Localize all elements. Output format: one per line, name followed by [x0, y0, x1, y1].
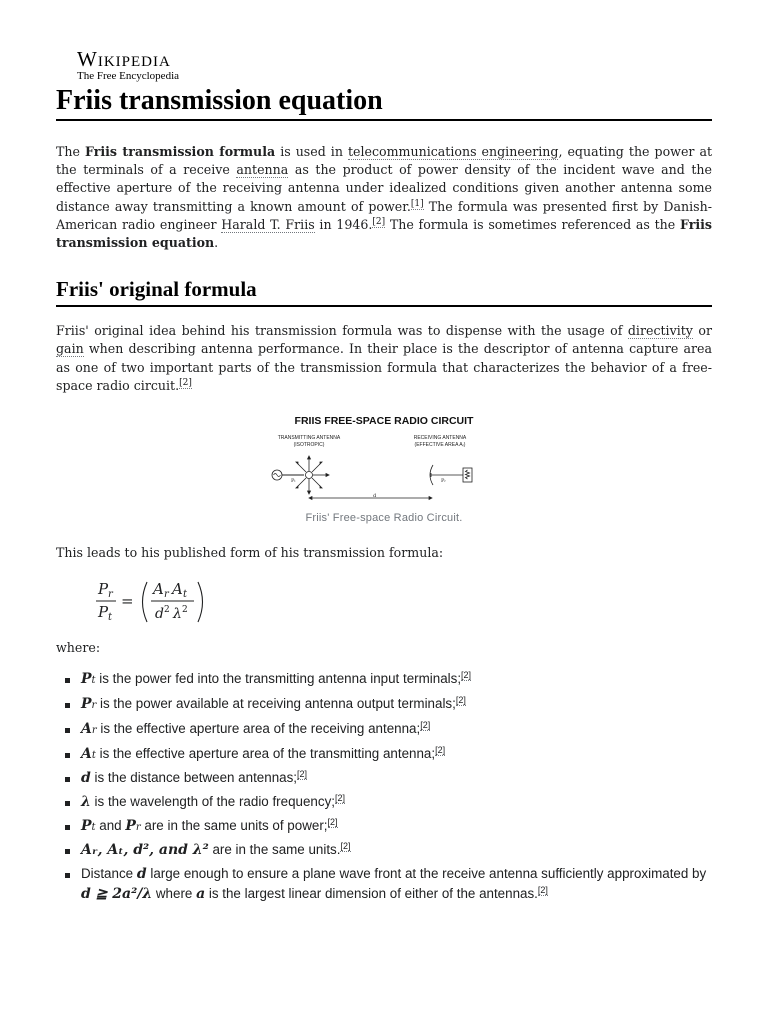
list-item-text: is the largest linear dimension of either of the antennas. [205, 886, 538, 902]
math-symbol: P [81, 671, 92, 688]
list-item-text: and [95, 817, 126, 833]
list-item-text: are in the same units of power; [140, 817, 328, 833]
formula-a: A [172, 580, 183, 599]
section-text: or [692, 323, 712, 339]
intro-bold-term: Friis transmission formula [84, 144, 276, 159]
formula-lead-text: This leads to his published form of his transmission formula: [56, 545, 444, 561]
list-item-text: is the power fed into the transmitting antenna input terminals; [95, 671, 462, 687]
list-item [56, 864, 712, 905]
link-antenna[interactable]: antenna [236, 162, 289, 178]
intro-text: , equating the power at the terminals of a receive [56, 144, 713, 178]
list-item-text: is the effective aperture area of the transmitting antenna; [95, 745, 436, 761]
link-gain[interactable]: gain [56, 341, 84, 357]
rx-antenna-label: RECEIVING ANTENNA [413, 435, 467, 442]
intro-text: is used in [275, 144, 348, 159]
friis-formula-graphic [94, 576, 224, 630]
math-subscript: t [91, 821, 96, 833]
formula-sub: t [183, 589, 188, 601]
wikipedia-logo[interactable] [77, 48, 712, 82]
citation-2[interactable]: [2] [455, 695, 466, 706]
list-item [56, 816, 712, 837]
math-symbol: A [81, 720, 92, 737]
distance-label: d [373, 493, 377, 500]
formula-sub: t [108, 612, 113, 624]
page-title: Friis transmission equation [56, 84, 712, 121]
link-harald-t-friis[interactable]: Harald T. Friis [221, 216, 315, 232]
distance-arrow [309, 497, 432, 500]
intro-text: The formula was presented first by Danish-American radio engineer [56, 198, 712, 232]
formula-equals: = [121, 592, 134, 611]
math-subscript: t [91, 749, 96, 761]
list-item-text: Distance [81, 866, 137, 882]
list-item [56, 840, 712, 860]
math-symbol: P [81, 817, 92, 834]
diagram-title: FRIIS FREE-SPACE RADIO CIRCUIT [294, 415, 474, 428]
list-item [56, 792, 712, 812]
article-page [56, 48, 712, 908]
citation-2[interactable]: [2] [179, 377, 192, 388]
rx-antenna-sublabel: (EFFECTIVE AREA Aᵣ) [414, 442, 466, 449]
formula-sub: r [108, 589, 113, 601]
math-symbol: P [81, 696, 92, 713]
citation-1[interactable]: [1] [410, 198, 424, 209]
where-label: where: [56, 640, 101, 656]
radio-circuit-diagram[interactable] [269, 415, 499, 505]
list-item-text: are in the same units. [208, 842, 341, 858]
intro-paragraph [56, 143, 712, 252]
wikipedia-tagline: The Free Encyclopedia [77, 70, 180, 82]
intro-bold-term: Friis transmission equation [56, 216, 712, 251]
math-symbol: P [125, 817, 136, 834]
math-subscript: r [91, 700, 97, 712]
math-subscript: t [91, 675, 96, 687]
list-item [56, 719, 712, 740]
wikipedia-wordmark: Wikipedia [77, 47, 171, 71]
math-condition: d ≧ 2a²/λ [81, 886, 153, 903]
math-symbol: a [196, 886, 206, 903]
list-item-text: is the power available at receiving antenna output terminals; [96, 696, 456, 712]
transmitter-source-icon [272, 470, 304, 480]
section-heading-original-formula: Friis' original formula [56, 275, 712, 307]
intro-text: The [56, 144, 85, 159]
citation-2[interactable]: [2] [297, 769, 308, 780]
tx-power-label: Pₜ [291, 478, 296, 485]
formula-p: P [98, 580, 109, 599]
list-item-text: is the wavelength of the radio frequency; [90, 793, 335, 809]
formula-a: A [153, 580, 164, 599]
list-item-text: is the distance between antennas; [90, 770, 298, 786]
friis-formula [94, 576, 712, 630]
math-symbol-list: Aᵣ, Aₜ, d², and λ² [81, 842, 209, 859]
tx-antenna-sublabel: (ISOTROPIC) [293, 442, 325, 449]
list-item [56, 744, 712, 765]
math-symbol: A [81, 745, 92, 762]
figure-caption: Friis' Free-space Radio Circuit. [305, 512, 463, 525]
section-text: when describing antenna performance. In their place is the descriptor of antenna capture area as one of two important parts of the transmission formula that characterizes the behavior of a free-space radio circuit. [56, 341, 712, 393]
figure-radio-circuit [56, 415, 712, 524]
math-symbol: λ [81, 793, 91, 810]
rx-power-label: Pᵣ [441, 478, 447, 485]
citation-2[interactable]: [2] [435, 744, 446, 755]
citation-2[interactable]: [2] [335, 792, 346, 803]
formula-sup: 2 [164, 605, 170, 616]
list-item-text: large enough to ensure a plane wave front at the receive antenna sufficiently approximated by [146, 866, 707, 882]
formula-sub: r [164, 589, 169, 601]
link-telecommunications-engineering[interactable]: telecommunications engineering [347, 144, 559, 159]
receiving-antenna-icon [430, 465, 472, 485]
intro-text: The formula is sometimes referenced as the [385, 216, 680, 232]
citation-2[interactable]: [2] [420, 719, 431, 730]
formula-p: P [98, 603, 109, 622]
citation-2[interactable]: [2] [461, 670, 472, 681]
list-item-text: where [152, 886, 197, 902]
list-item [56, 669, 712, 690]
formula-sup: 2 [182, 605, 188, 616]
citation-2[interactable]: [2] [327, 816, 338, 827]
section-paragraph [56, 322, 712, 395]
math-symbol: d [81, 770, 91, 787]
formula-d: d [155, 606, 164, 623]
intro-text: as the product of power density of the incident wave and the effective aperture of the receiving antenna under idealized conditions given another antenna some distance away transmitting a known amount of power. [56, 162, 712, 214]
symbol-definitions-list [56, 669, 712, 904]
citation-2[interactable]: [2] [372, 216, 386, 227]
math-subscript: r [135, 821, 141, 833]
list-item [56, 768, 712, 788]
section-text: Friis' original idea behind his transmission formula was to dispense with the usage of [56, 323, 628, 339]
math-subscript: r [91, 724, 97, 736]
list-item-text: is the effective aperture area of the receiving antenna; [96, 720, 421, 736]
intro-text: in 1946. [314, 216, 373, 232]
list-item [56, 694, 712, 715]
citation-2[interactable]: [2] [340, 841, 351, 852]
formula-lambda: λ [173, 606, 182, 623]
math-symbol: d [136, 866, 147, 883]
intro-text: . [214, 235, 219, 251]
tx-antenna-label: TRANSMITTING ANTENNA [277, 435, 341, 442]
link-directivity[interactable]: directivity [627, 323, 693, 339]
citation-2[interactable]: [2] [537, 885, 548, 896]
